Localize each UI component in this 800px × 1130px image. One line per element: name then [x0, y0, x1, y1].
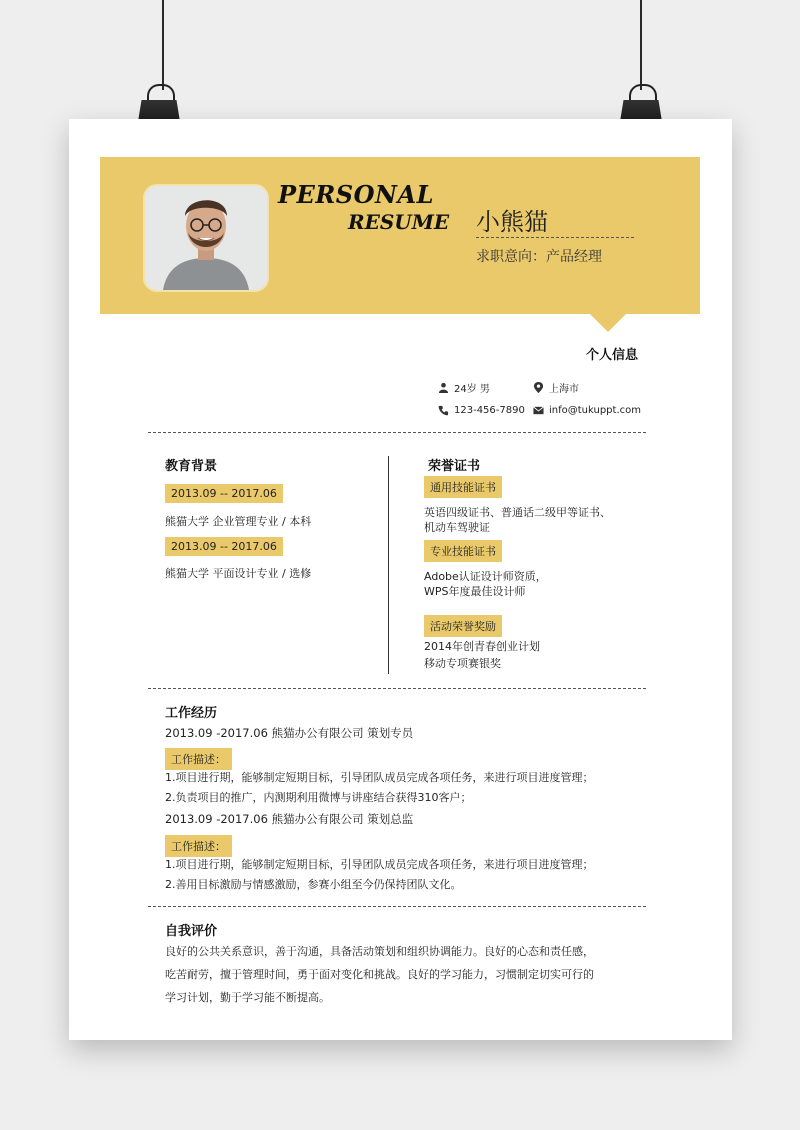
honor-line-2b: WPS年度最佳设计师 — [424, 585, 526, 598]
column-divider — [388, 456, 389, 674]
personal-info-heading: 个人信息 — [586, 348, 639, 363]
info-age-gender — [438, 380, 490, 395]
divider-3 — [148, 906, 646, 907]
job-1-line-2: 2.负责项目的推广，内测期利用微博与讲座结合获得310客户； — [165, 791, 472, 804]
hanging-string-left — [162, 0, 164, 90]
self-eval-line-3: 学习计划，勤于学习能不断提高。 — [165, 991, 330, 1004]
self-eval-line-1: 良好的公共关系意识，善于沟通，具备活动策划和组织协调能力。良好的心态和责任感， — [165, 945, 594, 958]
job-1-line-1: 1.项目进行期，能够制定短期目标，引导团队成员完成各项任务，来进行项目进度管理； — [165, 771, 594, 784]
honor-tag-2: 专业技能证书 — [424, 540, 502, 562]
age-gender-text: 24岁 男 — [454, 384, 490, 395]
email-text: info@tukuppt.com — [549, 405, 641, 416]
honor-line-1a: 英语四级证书、普通话二级甲等证书、 — [424, 506, 611, 519]
hanging-string-right — [640, 0, 642, 90]
job-intent-value: 产品经理 — [546, 249, 602, 265]
job-2-line-2: 2.善用目标激励与情感激励，参赛小组至今仍保持团队文化。 — [165, 878, 462, 891]
location-pin-icon — [533, 382, 544, 393]
info-phone — [438, 405, 525, 416]
job-2-desc-label: 工作描述： — [165, 835, 232, 857]
phone-text: 123-456-7890 — [454, 405, 525, 416]
job-2-line-1: 1.项目进行期，能够制定短期目标，引导团队成员完成各项任务，来进行项目进度管理； — [165, 858, 594, 871]
resume-title-line1: PERSONAL — [278, 180, 434, 209]
job-intent — [476, 246, 602, 266]
honor-line-1b: 机动车驾驶证 — [424, 521, 490, 534]
job-1-desc-label: 工作描述： — [165, 748, 232, 770]
education-heading: 教育背景 — [165, 459, 218, 474]
candidate-name: 小熊猫 — [476, 208, 548, 236]
info-email — [533, 405, 641, 416]
name-divider — [476, 237, 634, 238]
education-detail-1: 熊猫大学 企业管理专业 / 本科 — [165, 515, 312, 528]
job-1-title: 2013.09 -2017.06 熊猫办公有限公司 策划专员 — [165, 726, 414, 740]
honor-tag-1: 通用技能证书 — [424, 476, 502, 498]
honors-heading: 荣誉证书 — [428, 459, 481, 474]
honor-tag-3: 活动荣誉奖励 — [424, 615, 502, 637]
self-eval-heading: 自我评价 — [165, 924, 218, 939]
work-heading: 工作经历 — [165, 706, 218, 721]
resume-title-line2: RESUME — [348, 210, 450, 234]
honor-line-2a: Adobe认证设计师资质， — [424, 570, 547, 583]
city-text: 上海市 — [549, 384, 579, 395]
honor-line-3a: 2014年创青春创业计划 — [424, 640, 540, 653]
education-date-1: 2013.09 -- 2017.06 — [165, 484, 283, 503]
education-date-2: 2013.09 -- 2017.06 — [165, 537, 283, 556]
phone-icon — [438, 405, 449, 416]
avatar-photo — [143, 184, 269, 292]
mail-icon — [533, 405, 544, 416]
info-city — [533, 380, 579, 395]
job-intent-label: 求职意向： — [476, 249, 546, 265]
job-2-title: 2013.09 -2017.06 熊猫办公有限公司 策划总监 — [165, 812, 414, 826]
education-detail-2: 熊猫大学 平面设计专业 / 选修 — [165, 567, 312, 580]
divider-2 — [148, 688, 646, 689]
person-icon — [438, 382, 449, 393]
honor-line-3b: 移动专项赛银奖 — [424, 657, 501, 670]
header-notch — [590, 314, 626, 332]
self-eval-line-2: 吃苦耐劳，擅于管理时间，勇于面对变化和挑战。良好的学习能力，习惯制定切实可行的 — [165, 968, 594, 981]
divider-1 — [148, 432, 646, 433]
